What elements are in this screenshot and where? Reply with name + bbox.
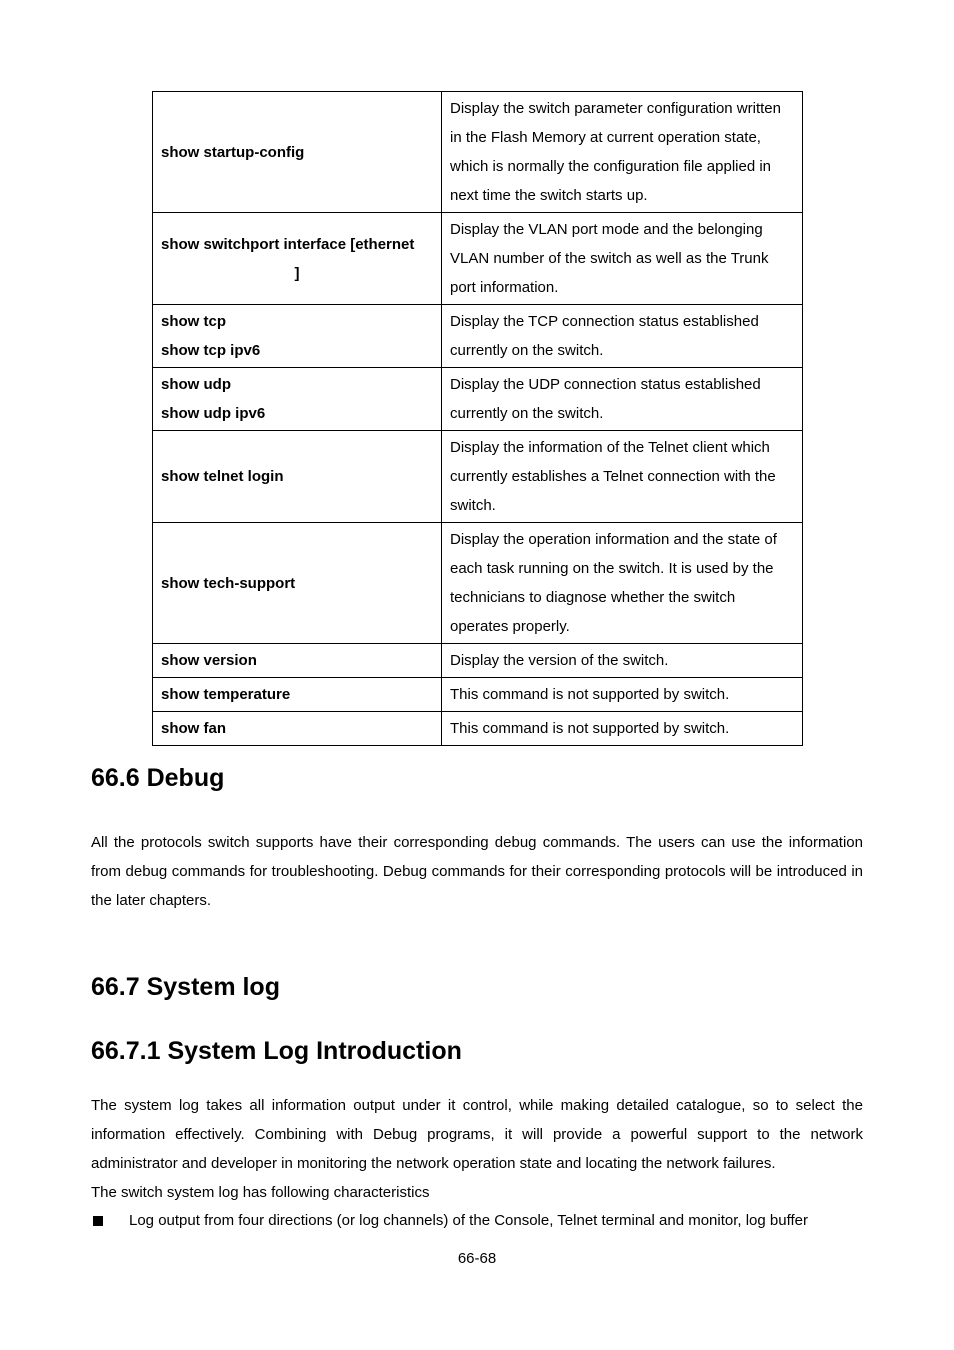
command-text: ] (294, 264, 300, 282)
command-text: show temperature (161, 686, 291, 703)
command-cell (153, 644, 442, 678)
table-row (153, 644, 803, 678)
command-text: show switchport interface [ethernet (161, 235, 415, 253)
page-number: 66-68 (457, 1250, 497, 1267)
description-cell: Display the information of the Telnet client which currently establishes a Telnet connection with the switch. (442, 431, 803, 523)
description-cell: Display the switch parameter configuration written in the Flash Memory at current operation state, which is normally the configuration file applied in next time the switch starts up. (442, 92, 803, 213)
command-text: show udp ipv6 (161, 405, 266, 422)
command-cell (153, 678, 442, 712)
description-cell: This command is not supported by switch. (442, 678, 803, 712)
description-cell: Display the UDP connection status established currently on the switch. (442, 368, 803, 431)
command-text: show tech-support (161, 574, 296, 592)
command-text: show startup-config (161, 143, 305, 161)
table-row (153, 523, 803, 644)
command-text: show udp (161, 376, 231, 393)
command-cell (153, 305, 442, 368)
bullet-text: Log output from four directions (or log channels) of the Console, Telnet terminal and monitor, log buffer (129, 1212, 808, 1229)
system-log-introduction-heading: 66.7.1 System Log Introduction (91, 1037, 462, 1065)
description-cell: Display the operation information and the state of each task running on the switch. It is used by the technicians to diagnose whether the switch operates properly. (442, 523, 803, 644)
command-text: show telnet login (161, 468, 284, 485)
table-row (153, 92, 803, 213)
command-cell (153, 92, 442, 213)
characteristics-line: The switch system log has following characteristics (91, 1184, 430, 1201)
description-cell: Display the TCP connection status established currently on the switch. (442, 305, 803, 368)
description-cell: Display the VLAN port mode and the belonging VLAN number of the switch as well as the Trunk port information. (442, 213, 803, 305)
command-cell (153, 523, 442, 644)
square-bullet-icon (93, 1216, 103, 1226)
debug-paragraph: All the protocols switch supports have their corresponding debug commands. The users can use the information from debug commands for troubleshooting. Debug commands for their corresponding protocols will be introduced in the later chapters. (91, 834, 863, 909)
command-cell (153, 213, 442, 305)
command-cell (153, 431, 442, 523)
command-text: show tcp ipv6 (161, 342, 261, 359)
debug-section-heading: 66.6 Debug (91, 764, 225, 792)
description-cell: Display the version of the switch. (442, 644, 803, 678)
system-log-paragraph: The system log takes all information output under it control, while making detailed catalogue, so to select the information effectively. Combining with Debug programs, it will provide a powerful support to the network administrator and developer in monitoring the network operation state and locating the network failures. (91, 1097, 863, 1172)
command-text: show tcp (161, 313, 227, 330)
table-row (153, 712, 803, 746)
table-row (153, 368, 803, 431)
table-row (153, 305, 803, 368)
table-row (153, 213, 803, 305)
table-row (153, 431, 803, 523)
command-cell (153, 368, 442, 431)
command-text: show version (161, 652, 257, 669)
description-cell: This command is not supported by switch. (442, 712, 803, 746)
command-table (152, 91, 803, 746)
system-log-heading: 66.7 System log (91, 973, 280, 1001)
command-text: show fan (161, 720, 227, 737)
command-cell (153, 712, 442, 746)
table-row (153, 678, 803, 712)
